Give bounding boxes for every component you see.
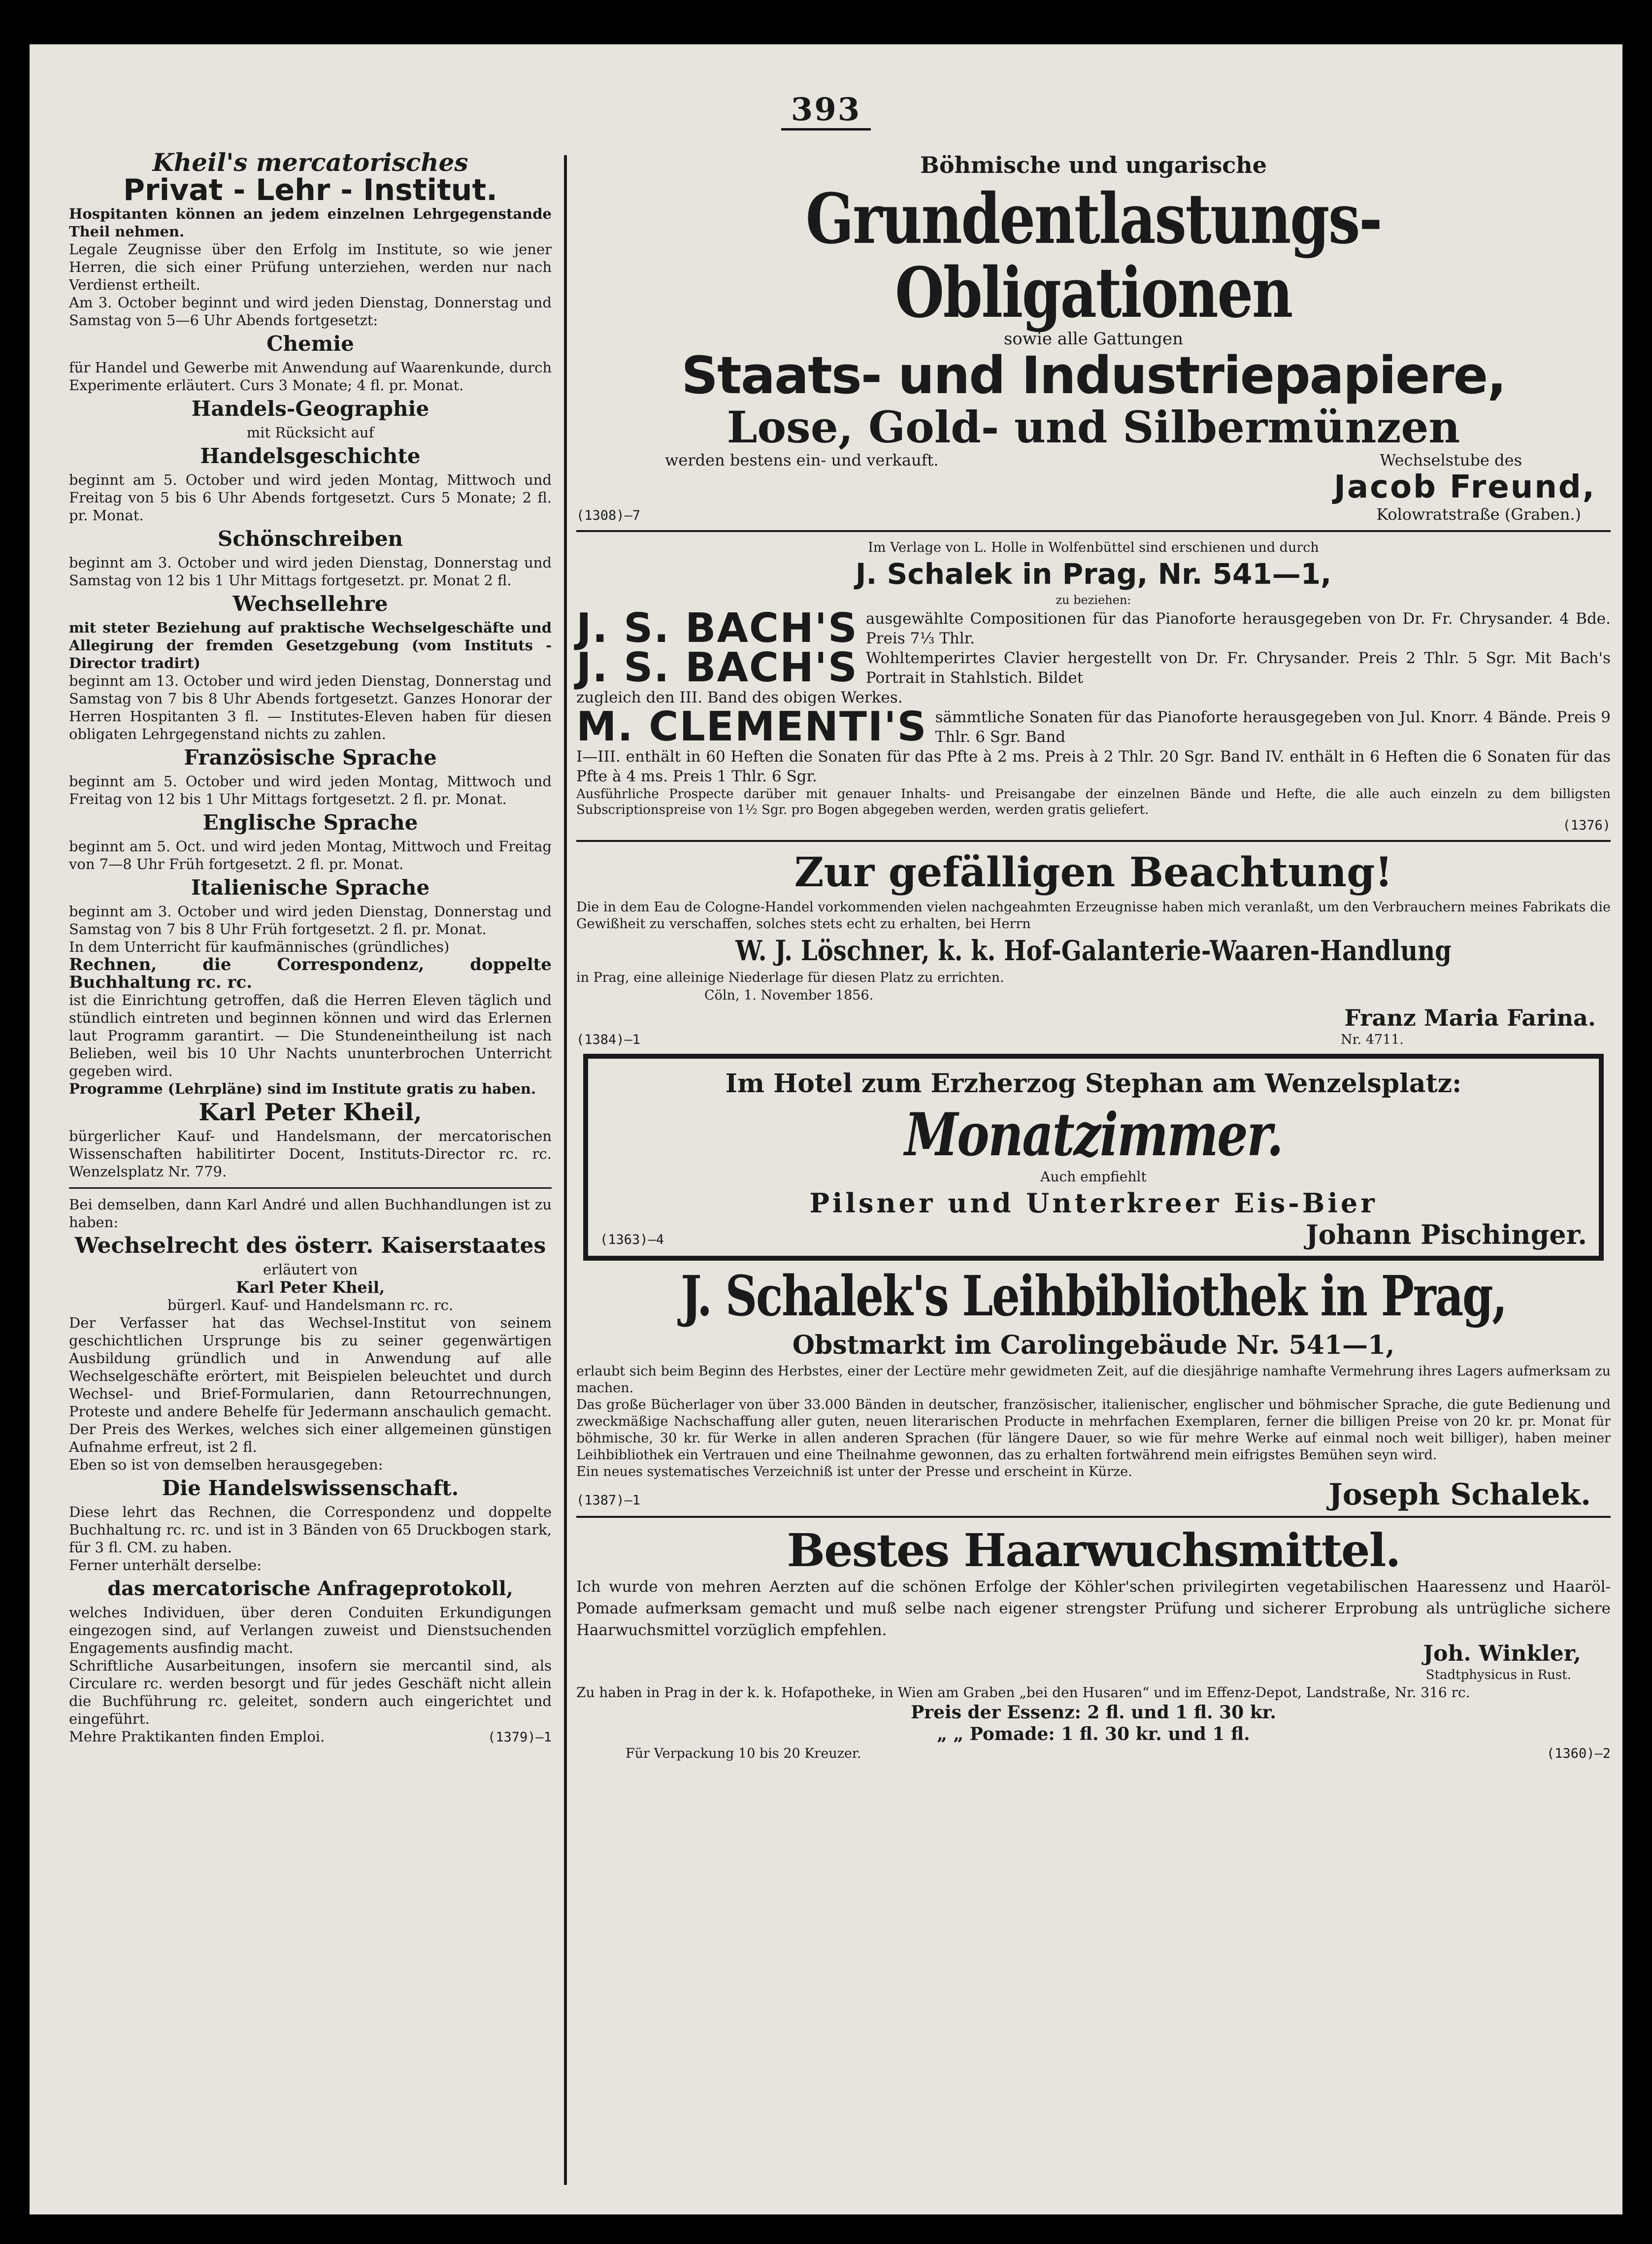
geschichte-body: beginnt am 5. October und wird jeden Montag, Mittwoch und Freitag von 5 bis 6 Uhr Abends fortgesetzt. Curs 5 Monate; 2 fl. pr. Monat.: [69, 471, 552, 524]
chemie-body: für Handel und Gewerbe mit Anwendung auf Waarenkunde, durch Experimente erläutert. Curs 3 Monate; 4 fl. pr. Monat.: [69, 359, 552, 394]
ad3-signer: Franz Maria Farina.: [1344, 1005, 1596, 1031]
ad-leihbibliothek: [576, 1264, 1611, 1512]
ad1-line7: Wechselstube des: [1380, 451, 1522, 469]
bach-name-2: J. S. BACH'S: [576, 644, 858, 691]
divider: [576, 840, 1611, 842]
ad6-signer-desc: Stadtphysicus in Rust.: [1425, 1668, 1571, 1682]
ad4-line4: Pilsner und Unterkreer Eis-Bier: [809, 1187, 1378, 1219]
ad6-title: Bestes Haarwuchsmittel.: [787, 1524, 1400, 1577]
bach-text-2: Wohltemperirtes Clavier hergestellt von Dr. Fr. Chrysander. Preis 2 Thlr. 5 Sgr. Mit Bach's Portrait in Stahlstich. Bildet: [865, 649, 1611, 687]
ad4-name: Johann Pischinger.: [1306, 1219, 1587, 1250]
ad3-title: Zur gefälligen Beachtung!: [794, 849, 1393, 896]
ad1-row: [576, 451, 1611, 469]
column-divider: [564, 155, 567, 2185]
page-number: 393: [30, 91, 1622, 128]
bach-row-2: [576, 644, 1611, 691]
ad6-price1: Preis der Essenz: 2 fl. und 1 fl. 30 kr.: [911, 1702, 1276, 1723]
ad2-to-get: zu beziehen:: [1056, 593, 1131, 607]
ad2-intro: Im Verlage von L. Holle in Wolfenbüttel sind erschienen und durch: [868, 540, 1319, 555]
programme-text: Programme (Lehrpläne) sind im Institute gratis zu haben.: [69, 1080, 536, 1097]
intro-text: Hospitanten können an jedem einzelnen Lehrgegenstande Theil nehmen.: [69, 205, 552, 240]
ad3-body: Die in dem Eau de Cologne-Handel vorkommenden vielen nachgeahmten Erzeugnisse haben mich veranlaßt, um den Verbrauchern meines Fabrikats die Gewißheit zu verschaffen, solches stets echt zu erhalten, bei Herrn: [576, 900, 1611, 932]
ad5-number: (1387)—1: [576, 1493, 641, 1508]
ad3-body2: in Prag, eine alleinige Niederlage für diesen Platz zu errichten.: [576, 970, 1004, 985]
ad6-signer: Joh. Winkler,: [1423, 1641, 1581, 1666]
unterricht-body: ist die Einrichtung getroffen, daß die Herren Eleven täglich und stündlich eintreten und beginnen können und wird das Erlernen laut Programm garantirt. — Die Stundeneintheilung ist nach Belieben, weil bis 10 Uhr Nachts ununterbrochen Unterricht gegeben wird.: [69, 992, 552, 1079]
bach-row-1: [576, 605, 1611, 652]
ad5-foot: [576, 1477, 1611, 1512]
ad4-line2: Monatzimmer.: [904, 1100, 1283, 1170]
ad5-title: J. Schalek's Leihbibliothek in Prag,: [680, 1264, 1507, 1329]
ad5-body2: Das große Bücherlager von über 33.000 Bänden in deutscher, französischer, italienischer, englischer und böhmischer Sprache, die gute Bedienung und zweckmäßige Nachschaffung aller guten, neuen literarischen Producte in mehrfachen Exemplaren, ferner die billigen Preise von 20 kr. pr. Monat für böhmische, 30 kr. für Werke in allen anderen Sprachen (für längere Dauer, so wie für mehre Werke auf einmal noch weit billiger), haben meiner Leihbibliothek ein Vertrauen und eine Theilnahme gewonnen, das zu erhalten fortwährend mein eifrigstes Bemühen seyn wird.: [576, 1397, 1611, 1463]
italienisch-body: beginnt am 3. October und wird jeden Dienstag, Donnerstag und Samstag von 7 bis 8 Uhr Früh fortgesetzt. 2 fl. pr. Monat.: [69, 903, 552, 938]
signer-description: bürgerlicher Kauf- und Handelsmann, der mercatorischen Wissenschaften habilitirter Docent, Instituts-Director rc. rc. Wenzelsplatz Nr. 779.: [69, 1128, 552, 1180]
ad1-line6: werden bestens ein- und verkauft.: [665, 451, 939, 469]
ad1-line1: Böhmische und ungarische: [920, 152, 1267, 178]
ad6-depot: Zu haben in Prag in der k. k. Hofapotheke, in Wien am Graben „bei den Husaren“ und im Effenz-Depot, Landstraße, Nr. 316 rc.: [576, 1684, 1470, 1701]
clementi-text-2: I—III. enthält in 60 Heften die Sonaten für das Pfte à 2 ms. Preis à 2 Thlr. 20 Sgr. Band IV. enthält in 6 Heften die 6 Sonaten für das Pfte à 4 ms. Preis 1 Thlr. 6 Sgr.: [576, 748, 1611, 785]
ad2-number: (1376): [1562, 818, 1611, 833]
ad3-nr: Nr. 4711.: [1340, 1032, 1404, 1047]
ad1-address: Kolowratstraße (Graben.): [1376, 505, 1581, 524]
book3-body: welches Individuen, über deren Conduiten Erkundigungen eingezogen sind, auf Verlangen zuweist und Dienstsuchenden Engagements ausfindig macht.: [69, 1604, 552, 1656]
ad1-line4: Staats- und Industriepapiere,: [681, 345, 1506, 405]
ad3-foot: [576, 1031, 1611, 1049]
wechsellehre-heading: Wechsellehre: [232, 592, 388, 616]
ad5-body: erlaubt sich beim Beginn des Herbstes, einer der Lectüre mehr gewidmeten Zeit, auf die diesjährige namhafte Vermehrung ihres Lagers aufmerksam zu machen.: [576, 1364, 1611, 1396]
italienisch-heading: Italienische Sprache: [191, 875, 430, 900]
ad-haarwuchsmittel: [576, 1525, 1611, 1763]
bach-text-1: ausgewählte Compositionen für das Pianoforte herausgegeben von Dr. Fr. Chrysander. 4 Bde. Preis 7⅓ Thlr.: [865, 610, 1611, 647]
ad4-number: (1363)—4: [600, 1232, 664, 1247]
franzoesisch-heading: Französische Sprache: [184, 745, 437, 770]
unterricht-pre: In dem Unterricht für kaufmännisches (gründliches): [69, 938, 450, 955]
ad5-body3: Ein neues systematisches Verzeichniß ist unter der Presse und erscheint in Kürze.: [576, 1464, 1132, 1479]
ad6-number: (1360)—2: [1546, 1746, 1611, 1761]
divider: [576, 530, 1611, 532]
book3-title: das mercatorische Anfrageprotokoll,: [107, 1577, 513, 1600]
ad6-pack: Für Verpackung 10 bis 20 Kreuzer.: [626, 1746, 861, 1761]
ad-farina: [576, 849, 1611, 1049]
wechsellehre-body-1: mit steter Beziehung auf praktische Wechselgeschäfte und Allegirung der fremden Gesetzgebung (vom Instituts - Director tradirt): [69, 619, 552, 671]
book-by: erläutert von: [263, 1261, 358, 1278]
ad-hotel-stephan: [583, 1054, 1604, 1261]
book2-body: Diese lehrt das Rechnen, die Correspondenz und doppelte Buchhaltung rc. rc. und ist in 3 Bänden von 65 Druckbogen stark, für 3 fl. CM. zu haben.: [69, 1504, 552, 1556]
ad-bach-clementi: [576, 539, 1611, 833]
ad2-foot: Ausführliche Prospecte darüber mit genauer Inhalts- und Preisangabe der einzelnen Bände und Hefte, die alle auch einzeln zu dem billigsten Subscriptionspreise von 1½ Sgr. pro Bogen abgegeben werden, werden gratis geliefert.: [576, 787, 1611, 817]
clementi-name: M. CLEMENTI'S: [576, 703, 927, 750]
franzoesisch-body: beginnt am 5. October und wird jeden Montag, Mittwoch und Freitag von 12 bis 1 Uhr Mittags fortgesetzt. 2 fl. pr. Monat.: [69, 773, 552, 807]
ad1-number: (1308)—7: [576, 508, 641, 523]
englisch-body: beginnt am 5. Oct. und wird jeden Montag, Mittwoch und Freitag von 7—8 Uhr Früh fortgesetzt. 2 fl. pr. Monat.: [69, 838, 552, 872]
book2-pre: Eben so ist von demselben herausgegeben:: [69, 1456, 383, 1473]
geographie-heading: Handels-Geographie: [191, 397, 430, 421]
book3-body-2: Schriftliche Ausarbeitungen, insofern sie mercantil sind, als Circulare rc. werden besorgt und für jedes Geschäft nicht allein die Buchführung rc. geleitet, sondern auch eingerichtet und eingeführt.: [69, 1657, 552, 1727]
newspaper-page: [30, 44, 1622, 2214]
book2-title: Die Handelswissenschaft.: [162, 1476, 459, 1500]
book3-pre: Ferner unterhält derselbe:: [69, 1557, 262, 1574]
ad2-seller: J. Schalek in Prag, Nr. 541—1,: [855, 557, 1332, 591]
ad5-signer: Joseph Schalek.: [1328, 1477, 1591, 1512]
signer-name: Karl Peter Kheil,: [198, 1099, 422, 1126]
ad2-num-row: [576, 818, 1611, 833]
book-title: Wechselrecht des österr. Kaiserstaates: [74, 1233, 546, 1258]
ad3-firm: W. J. Löschner, k. k. Hof-Galanterie-Waaren-Handlung: [735, 935, 1452, 967]
ad4-foot: [600, 1220, 1587, 1249]
institute-title-1: Kheil's mercatorisches: [152, 148, 468, 177]
ad6-foot: [576, 1745, 1611, 1763]
left-column: [69, 148, 552, 1745]
final-text: Mehre Praktikanten finden Emploi.: [69, 1728, 325, 1745]
ad1-line3: sowie alle Gattungen: [1003, 329, 1184, 349]
book-body: Der Verfasser hat das Wechsel-Institut von seinem geschichtlichen Ursprunge bis zu seiner gegenwärtigen Ausbildung gründlich und in Anwendung auf alle Wechselgeschäfte erörtert, mit Beispielen beleuchtet und durch Wechsel- und Brief-Formularien, dann Retourrechnungen, Proteste und andere Behelfe für Jedermann anschaulich gemacht. Der Preis des Werkes, welches sich einer allgemeinen günstigen Aufnahme erfreut, ist 2 fl.: [69, 1314, 552, 1455]
clementi-row: [576, 703, 1611, 750]
ad1-line5: Lose, Gold- und Silbermünzen: [727, 402, 1460, 453]
ad4-line3: Auch empfiehlt: [1040, 1169, 1147, 1185]
chemie-pre: Am 3. October beginnt und wird jeden Dienstag, Donnerstag und Samstag von 5—6 Uhr Abends fortgesetzt:: [69, 294, 552, 329]
bach-text-2b: zugleich den III. Band des obigen Werkes.: [576, 689, 903, 706]
ad4-line1: Im Hotel zum Erzherzog Stephan am Wenzelsplatz:: [725, 1069, 1462, 1099]
wechsellehre-body-2: beginnt am 13. October und wird jeden Dienstag, Donnerstag und Samstag von 7 bis 8 Uhr Abends fortgesetzt. Ganzes Honorar der Herren Hospitanten 3 fl. — Institutes-Eleven haben für diesen obligaten Lehrgegenstand nichts zu zahlen.: [69, 672, 552, 742]
ad3-number: (1384)—1: [576, 1032, 641, 1047]
schoenschreiben-body: beginnt am 3. October und wird jeden Dienstag, Donnerstag und Samstag von 12 bis 1 Uhr Mittags fortgesetzt. pr. Monat 2 fl.: [69, 554, 552, 589]
schoenschreiben-heading: Schönschreiben: [217, 527, 403, 551]
geographie-mid: mit Rücksicht auf: [246, 424, 374, 441]
ad5-sub: Obstmarkt im Carolingebäude Nr. 541—1,: [792, 1330, 1395, 1360]
book-author: Karl Peter Kheil,: [235, 1278, 385, 1297]
bach-name-1: J. S. BACH'S: [576, 605, 858, 652]
final-row: [69, 1728, 552, 1745]
ad1-line2: Grundentlastungs-Obligationen: [805, 179, 1382, 334]
ad1-foot: [576, 505, 1611, 523]
clementi-text-1: sämmtliche Sonaten für das Pianoforte herausgegeben von Jul. Knorr. 4 Bände. Preis 9 Thlr. 6 Sgr. Band: [935, 708, 1611, 746]
geschichte-heading: Handelsgeschichte: [200, 444, 421, 468]
book-author-desc: bürgerl. Kauf- und Handelsmann rc. rc.: [167, 1297, 454, 1313]
ad6-body: Ich wurde von mehren Aerzten auf die schönen Erfolge der Köhler'schen privilegirten vegetabilischen Haaressenz und Haaröl-Pomade aufmerksam gemacht und muß selbe nach eigener strengster Prüfung und sicherer Erprobung als untrügliche sichere Haarwuchsmittel vorzüglich empfehlen.: [576, 1578, 1611, 1639]
final-number: (1379)—1: [487, 1730, 552, 1745]
chemie-heading: Chemie: [266, 332, 354, 356]
divider: [576, 1516, 1611, 1518]
ad1-name: Jacob Freund,: [1334, 469, 1596, 505]
ad3-date: Cöln, 1. November 1856.: [704, 988, 874, 1003]
book-pre: Bei demselben, dann Karl André und allen Buchhandlungen ist zu haben:: [69, 1196, 552, 1231]
ad-grundentlastung: [576, 151, 1611, 523]
divider: [69, 1187, 552, 1189]
institute-title-2: Privat - Lehr - Institut.: [123, 173, 497, 207]
legal-text: Legale Zeugnisse über den Erfolg im Institute, so wie jener Herren, die sich einer Prüfung unterziehen, werden nur nach Verdienst ertheilt.: [69, 241, 552, 293]
right-column: [576, 148, 1611, 1763]
englisch-heading: Englische Sprache: [202, 810, 418, 835]
unterricht-bold: Rechnen, die Correspondenz, doppelte Buchhaltung rc. rc.: [69, 955, 552, 992]
ad6-price2: „ „ Pomade: 1 fl. 30 kr. und 1 fl.: [937, 1724, 1250, 1744]
